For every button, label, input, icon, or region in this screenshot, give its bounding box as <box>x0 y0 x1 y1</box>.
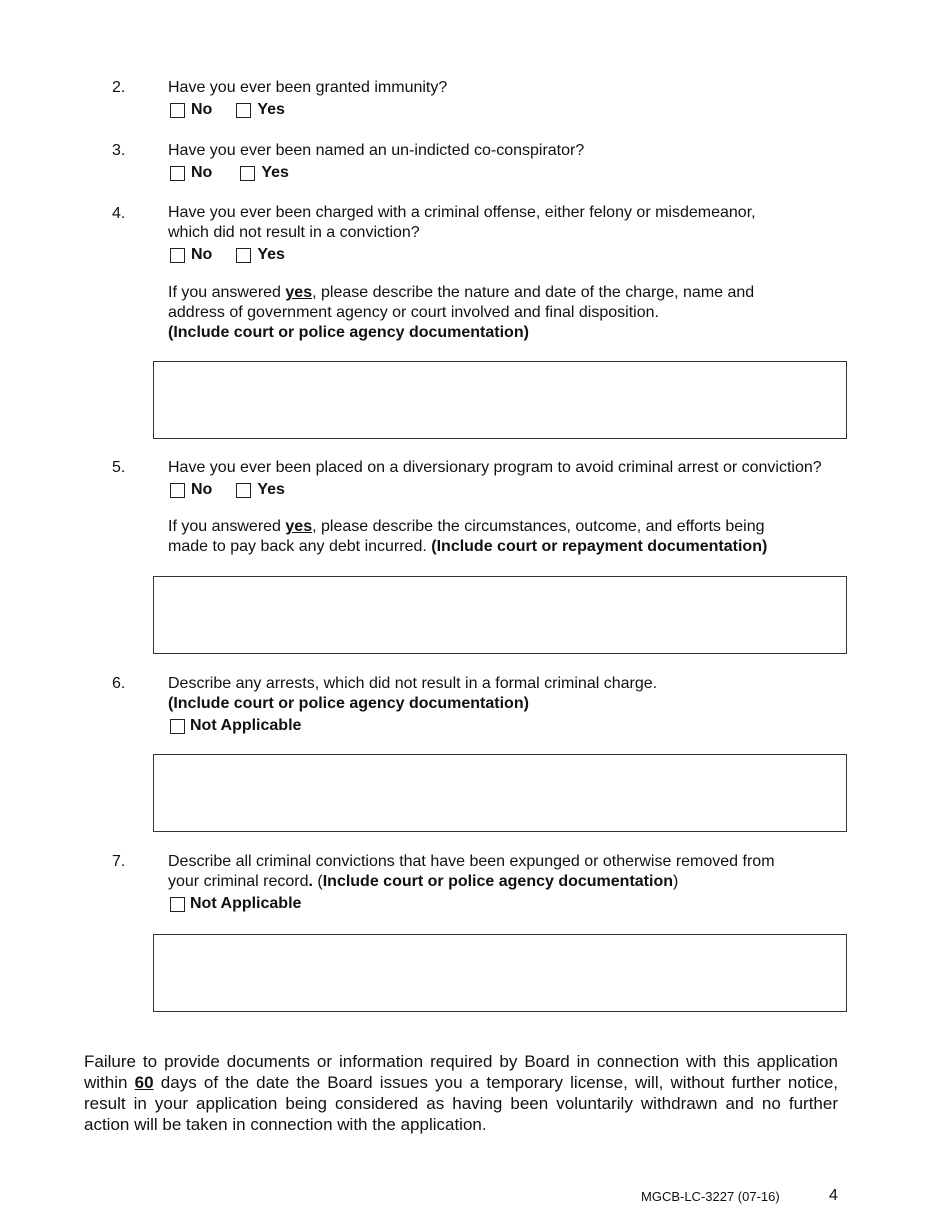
notice-pre: Failure to provide documents or information required by Board in connection with this application within <box>84 1052 838 1092</box>
q3-no-checkbox[interactable] <box>170 166 185 181</box>
question-4-number: 4. <box>112 205 126 222</box>
q3-yes-checkbox[interactable] <box>240 166 255 181</box>
q2-yes-label: Yes <box>257 101 285 118</box>
q6-text-line: Describe any arrests, which did not result in a formal criminal charge. <box>168 675 658 692</box>
q7-paren-close: ) <box>673 873 679 890</box>
question-3-number: 3. <box>112 142 126 159</box>
question-6-number: 6. <box>112 675 126 692</box>
q6-answer-box[interactable] <box>153 754 847 832</box>
q2-no-label: No <box>191 101 213 118</box>
q5-instr-bold: (Include court or repayment documentation) <box>431 538 768 555</box>
q7-paren-open: ( <box>312 873 323 890</box>
q7-not-applicable-option[interactable] <box>170 895 301 913</box>
q7-text-bold: Include court or police agency documentation <box>322 873 673 890</box>
question-4-options <box>170 246 285 264</box>
q7-answer-box[interactable] <box>153 934 847 1012</box>
question-6-options <box>170 717 301 735</box>
question-5-text: Have you ever been placed on a diversionary program to avoid criminal arrest or conviction? <box>168 459 822 476</box>
notice-paragraph <box>84 1051 838 1135</box>
question-7-number: 7. <box>112 853 126 870</box>
question-6-text <box>168 674 858 714</box>
q2-no-option[interactable] <box>170 101 212 119</box>
q4-instr-line1-post: , please describe the nature and date of the charge, name and <box>312 284 755 301</box>
question-4-instructions <box>168 283 858 343</box>
q7-text-dot: . <box>308 873 313 890</box>
q5-instr-yes: yes <box>285 518 313 535</box>
question-4-text <box>168 203 858 243</box>
question-5-options <box>170 481 285 499</box>
q4-instr-yes: yes <box>285 284 313 301</box>
q7-text-line2-pre: your criminal record <box>168 873 309 890</box>
q5-instr-pre: If you answered <box>168 518 286 535</box>
q5-yes-label: Yes <box>257 481 285 498</box>
notice-days: 60 <box>134 1073 154 1092</box>
question-5-instructions <box>168 517 858 557</box>
q4-yes-label: Yes <box>257 246 285 263</box>
q4-text-line2: which did not result in a conviction? <box>168 224 420 241</box>
question-2-number: 2. <box>112 79 126 96</box>
question-2-text: Have you ever been granted immunity? <box>168 79 448 96</box>
page-number: 4 <box>829 1187 838 1204</box>
q5-yes-checkbox[interactable] <box>236 483 251 498</box>
q5-no-label: No <box>191 481 213 498</box>
q4-instr-line2: address of government agency or court involved and final disposition. <box>168 304 659 321</box>
question-2-options <box>170 101 285 119</box>
q5-yes-option[interactable] <box>236 481 285 499</box>
q5-no-option[interactable] <box>170 481 212 499</box>
q4-no-checkbox[interactable] <box>170 248 185 263</box>
q5-answer-box[interactable] <box>153 576 847 654</box>
q2-yes-option[interactable] <box>236 101 285 119</box>
q5-no-checkbox[interactable] <box>170 483 185 498</box>
q7-text-line1: Describe all criminal convictions that have been expunged or otherwise removed from <box>168 853 775 870</box>
q6-not-applicable-label: Not Applicable <box>190 717 302 734</box>
question-5-number: 5. <box>112 459 126 476</box>
q6-not-applicable-checkbox[interactable] <box>170 719 185 734</box>
q6-instr-bold: (Include court or police agency documentation) <box>168 695 529 712</box>
q5-instr-line1-post: , please describe the circumstances, outcome, and efforts being <box>312 518 765 535</box>
q7-not-applicable-label: Not Applicable <box>190 895 302 912</box>
q2-yes-checkbox[interactable] <box>236 103 251 118</box>
q4-no-option[interactable] <box>170 246 212 264</box>
question-7-text <box>168 852 858 892</box>
question-7-options <box>170 895 301 913</box>
q4-instr-pre: If you answered <box>168 284 286 301</box>
q4-no-label: No <box>191 246 213 263</box>
question-3-options <box>170 164 289 182</box>
form-id: MGCB-LC-3227 (07-16) <box>641 1189 780 1204</box>
q4-yes-option[interactable] <box>236 246 285 264</box>
q4-answer-box[interactable] <box>153 361 847 439</box>
q6-not-applicable-option[interactable] <box>170 717 301 735</box>
q4-yes-checkbox[interactable] <box>236 248 251 263</box>
q2-no-checkbox[interactable] <box>170 103 185 118</box>
q3-yes-option[interactable] <box>240 164 289 182</box>
q3-no-label: No <box>191 164 213 181</box>
q3-yes-label: Yes <box>261 164 289 181</box>
q4-instr-bold: (Include court or police agency documentation) <box>168 324 529 341</box>
q3-no-option[interactable] <box>170 164 212 182</box>
q7-not-applicable-checkbox[interactable] <box>170 897 185 912</box>
notice-post: days of the date the Board issues you a temporary license, will, without further notice, result in your application being considered as having been voluntarily withdrawn and no further action will be taken in connection with the application. <box>84 1073 839 1134</box>
question-3-text: Have you ever been named an un-indicted co-conspirator? <box>168 142 585 159</box>
q5-instr-line2: made to pay back any debt incurred. <box>168 538 432 555</box>
q4-text-line1: Have you ever been charged with a criminal offense, either felony or misdemeanor, <box>168 204 756 221</box>
